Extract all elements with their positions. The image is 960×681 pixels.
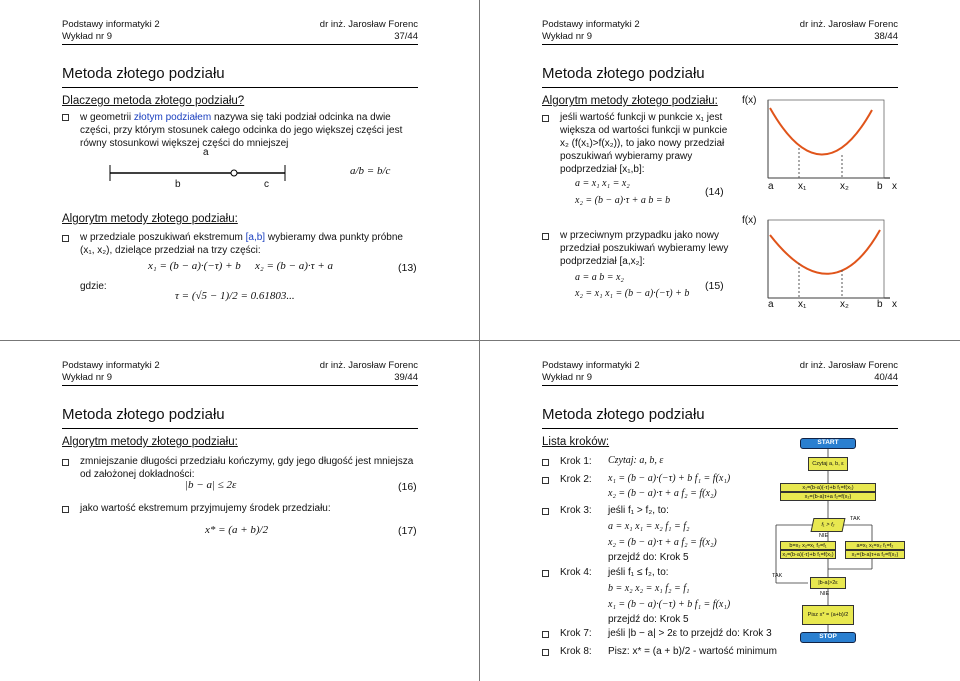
lecture-number: Wykład nr 9: [542, 31, 593, 42]
course-name: Podstawy informatyki 2: [542, 360, 640, 371]
function-graph-right: [762, 100, 892, 185]
bullet-icon: [542, 477, 549, 484]
course-name: Podstawy informatyki 2: [62, 360, 160, 371]
course-name: Podstawy informatyki 2: [62, 19, 160, 30]
flowchart-stop-condition: |b-a|>2ε: [810, 577, 846, 589]
page-number: 39/44: [394, 372, 418, 383]
slide-37: [0, 0, 480, 340]
author: dr inż. Jarosław Forenc: [799, 360, 898, 371]
equation: a = x₁ x₁ = x₂: [575, 178, 630, 189]
step-label: Krok 8:: [560, 646, 592, 657]
flowchart-stop: STOP: [800, 632, 856, 643]
segment-diagram: [100, 155, 290, 195]
flowchart-left-branch: x₁=(b-a)(-τ)+b f₁=f(x₁): [780, 550, 836, 559]
slide-title: Metoda złotego podziału: [542, 65, 898, 83]
segment-label-a: a: [203, 147, 209, 158]
step-text: b = x₂ x₂ = x₁ f₂ = f₁: [608, 583, 690, 594]
bullet-icon: [542, 649, 549, 656]
slide-subtitle: Algorytm metody złotego podziału:: [542, 95, 718, 107]
slide-header: [62, 19, 418, 43]
step-text: jeśli f₁ ≤ f₂, to:: [608, 567, 669, 578]
flowchart-condition: f₁ > f₂: [811, 518, 846, 532]
equation-number: (13): [398, 262, 417, 274]
paragraph: w przedziale poszukiwań ekstremum [a,b] wybieramy dwa punkty próbne (x₁, x₂), dzielące przedział na trzy części:: [80, 232, 403, 256]
bullet-icon: [542, 508, 549, 515]
slide-subtitle-2: Algorytm metody złotego podziału:: [62, 213, 238, 225]
bullet-icon: [542, 631, 549, 638]
author: dr inż. Jarosław Forenc: [799, 19, 898, 30]
bullet-icon: [542, 115, 549, 122]
equation: x₂ = x₁ x₁ = (b − a)·(−τ) + b: [575, 288, 690, 299]
course-name: Podstawy informatyki 2: [542, 19, 640, 30]
step-text: Czytaj: a, b, ε: [608, 455, 664, 466]
flowchart-right-branch: x₂=(b-a)τ+a f₂=f(x₂): [845, 550, 905, 559]
label-gdzie: gdzie:: [80, 281, 107, 292]
page-number: 40/44: [874, 372, 898, 383]
flowchart-label-yes: TAK: [850, 516, 861, 522]
flowchart-label-yes: TAK: [772, 573, 783, 579]
equation-number: (14): [705, 186, 724, 198]
equation-tau: τ = (√5 − 1)/2 = 0.61803...: [175, 290, 295, 302]
segment-label-b: b: [175, 179, 181, 190]
slide-subtitle: Dlaczego metoda złotego podziału?: [62, 95, 245, 107]
step-text: przejdź do: Krok 5: [608, 552, 689, 563]
step-text: jeśli |b − a| > 2ε to przejdź do: Krok 3: [608, 628, 772, 639]
step-text: x₁ = (b − a)·(−τ) + b f₁ = f(x₁): [608, 473, 731, 484]
flowchart-left-branch: b=x₂ x₂=x₁ f₂=f₁: [780, 541, 836, 550]
page-number: 38/44: [874, 31, 898, 42]
axis-label: a: [768, 181, 774, 192]
step-label: Krok 4:: [560, 567, 592, 578]
lecture-number: Wykład nr 9: [62, 31, 113, 42]
bullet-icon: [62, 506, 69, 513]
paragraph: zmniejszanie długości przedziału kończymy, gdy jego długość jest mniejsza od założonej dokładności:: [80, 456, 414, 480]
axis-label: x₁: [798, 299, 807, 310]
bullet-icon: [542, 459, 549, 466]
step-text: x₂ = (b − a)·τ + a f₂ = f(x₂): [608, 488, 717, 499]
slide-39: [0, 341, 480, 681]
axis-label: b: [877, 181, 883, 192]
flowchart-label-no: NIE: [820, 591, 830, 597]
paragraph: w geometrii złotym podziałem nazywa się taki podział odcinka na dwie części, przy którym stosunek całego odcinka do jego większej części jest równy stosunkowi większej części do mniejszej: [80, 112, 403, 149]
equation-x2: x₂ = (b − a)·τ + a: [255, 260, 333, 272]
axis-label: x: [892, 181, 897, 192]
bullet-icon: [542, 570, 549, 577]
function-graph-left: [762, 220, 892, 305]
step-text: x₁ = (b − a)·(−τ) + b f₁ = f(x₁): [608, 599, 731, 610]
step-text: przejdź do: Krok 5: [608, 614, 689, 625]
step-text: a = x₁ x₁ = x₂ f₁ = f₂: [608, 521, 690, 532]
step-label: Krok 7:: [560, 628, 592, 639]
axis-label: x: [892, 299, 897, 310]
slide-title: Metoda złotego podziału: [542, 406, 898, 424]
slide-subtitle: Lista kroków:: [542, 436, 610, 448]
axis-label: f(x): [742, 215, 757, 226]
bullet-icon: [62, 235, 69, 242]
author: dr inż. Jarosław Forenc: [319, 19, 418, 30]
axis-label: x₂: [840, 299, 849, 310]
axis-label: a: [768, 299, 774, 310]
equation-number: (15): [705, 280, 724, 292]
equation-x1: x₁ = (b − a)·(−τ) + b: [148, 260, 241, 272]
lecture-number: Wykład nr 9: [542, 372, 593, 383]
equation-16: |b − a| ≤ 2ε: [185, 479, 237, 491]
slide-title: Metoda złotego podziału: [62, 406, 418, 424]
lecture-number: Wykład nr 9: [62, 372, 113, 383]
bullet-icon: [62, 114, 69, 121]
step-label: Krok 2:: [560, 474, 592, 485]
step-label: Krok 1:: [560, 456, 592, 467]
equation-number: (17): [398, 525, 417, 537]
step-text: x₂ = (b − a)·τ + a f₂ = f(x₂): [608, 537, 717, 548]
bullet-icon: [62, 459, 69, 466]
bullet-icon: [542, 233, 549, 240]
author: dr inż. Jarosław Forenc: [319, 360, 418, 371]
flowchart-right-branch: a=x₁ x₁=x₂ f₁=f₂: [845, 541, 905, 550]
slide-header: [542, 360, 898, 384]
slide-40: [480, 341, 960, 681]
step-label: Krok 3:: [560, 505, 592, 516]
axis-label: b: [877, 299, 883, 310]
flowchart-read: Czytaj a, b, ε: [808, 457, 848, 471]
slide-38: [480, 0, 960, 340]
equation-number: (16): [398, 481, 417, 493]
flowchart-write: Pisz x* = (a+b)/2: [802, 605, 854, 625]
flowchart-label-no: NIE: [819, 533, 829, 539]
slide-subtitle: Algorytm metody złotego podziału:: [62, 436, 238, 448]
flowchart-init: x₂=(b-a)τ+a f₂=f(x₂): [780, 492, 876, 501]
axis-label: f(x): [742, 95, 757, 106]
ratio-equation: a/b = b/c: [350, 165, 391, 177]
equation-17: x* = (a + b)/2: [205, 524, 269, 536]
paragraph: jako wartość ekstremum przyjmujemy środek przedziału:: [80, 503, 331, 514]
page-number: 37/44: [394, 31, 418, 42]
step-text: Pisz: x* = (a + b)/2 - wartość minimum: [608, 646, 777, 657]
paragraph: w przeciwnym przypadku jako nowy przedział poszukiwań wybieramy lewy podprzedział [a,x₂]:: [560, 230, 729, 267]
flowchart-init: x₁=(b-a)(-τ)+b f₁=f(x₁): [780, 483, 876, 492]
segment-label-c: c: [264, 179, 269, 190]
slide-title: Metoda złotego podziału: [62, 65, 418, 83]
axis-label: x₂: [840, 181, 849, 192]
slide-header: [542, 19, 898, 43]
paragraph: jeśli wartość funkcji w punkcie x₁ jest większa od wartości funkcji w punkcie x₂ (f(x₁)>f(x₂)), to jako nowy przedział poszukiwań wybieramy prawy podprzedział [x₁,b]:: [560, 112, 728, 175]
flowchart-start: START: [800, 438, 856, 449]
axis-label: x₁: [798, 181, 807, 192]
step-text: jeśli f₁ > f₂, to:: [608, 505, 669, 516]
equation: a = a b = x₂: [575, 272, 624, 283]
equation: x₂ = (b − a)·τ + a b = b: [575, 195, 671, 206]
slide-header: [62, 360, 418, 384]
